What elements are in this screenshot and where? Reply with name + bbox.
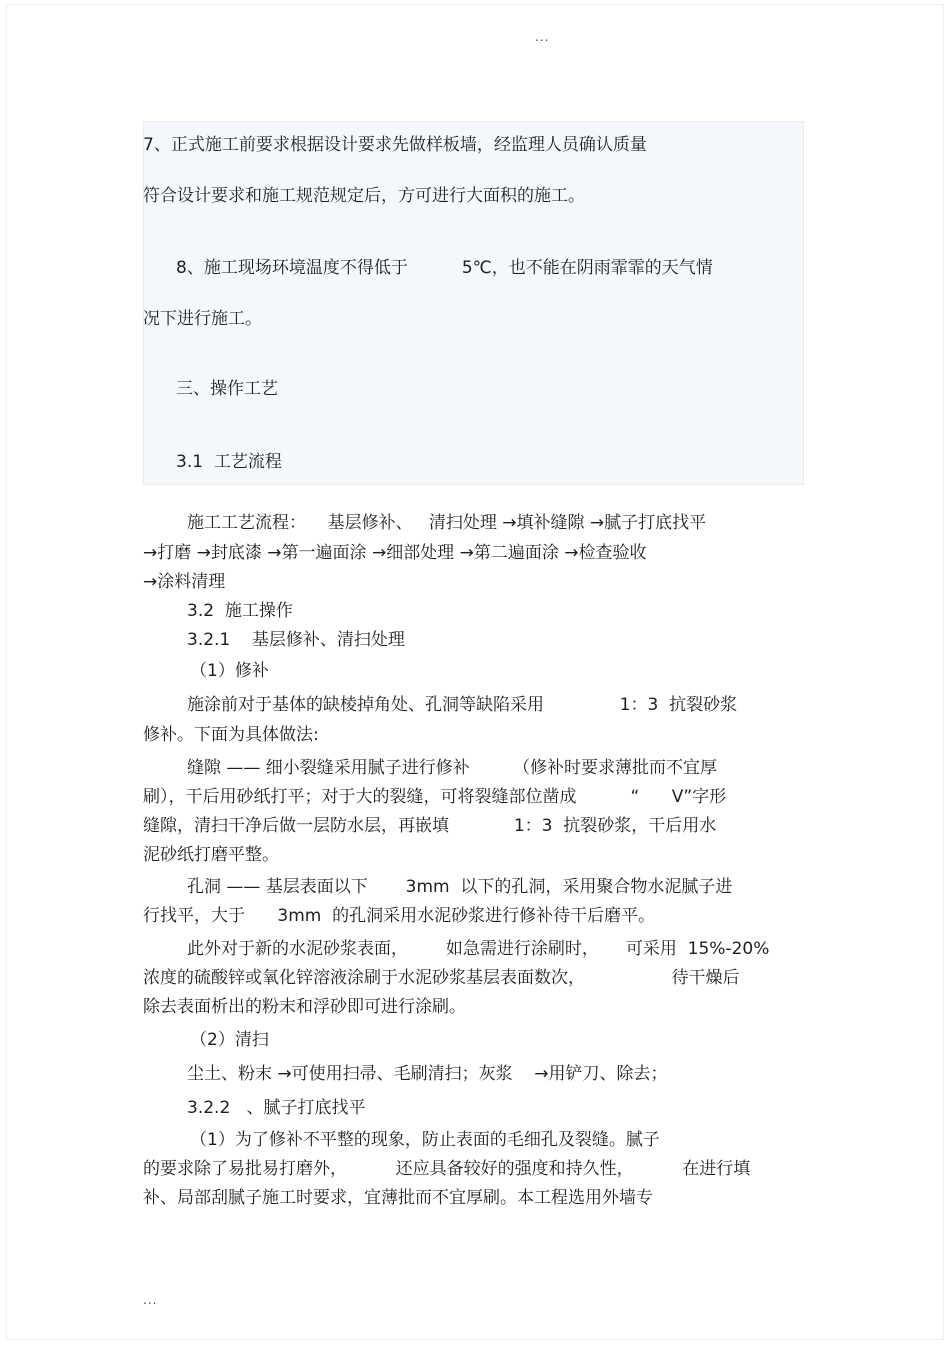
item-heading: （1）修补 — [190, 661, 269, 681]
footer-ellipsis: ... — [143, 1293, 158, 1307]
body-line: （1）为了修补不平整的现象，防止表面的毛细孔及裂缝。腻子 — [190, 1130, 660, 1150]
subsection-heading: 3.2.1 基层修补、清扫处理 — [187, 630, 405, 650]
clause-7-line-2: 符合设计要求和施工规范规定后，方可进行大面积的施工。 — [143, 186, 585, 206]
body-line: 修补。下面为具体做法: — [143, 725, 319, 745]
body-line: 此外对于新的水泥砂浆表面， 如急需进行涂刷时， 可采用 15%-20% — [187, 939, 770, 959]
body-line: 行找平，大于 3mm 的孔洞采用水泥砂浆进行修补待干后磨平。 — [143, 906, 656, 926]
body-line: 施工工艺流程： 基层修补、 清扫处理 →填补缝隙 →腻子打底找平 — [187, 513, 707, 533]
body-line: 缝隙 —— 细小裂缝采用腻子进行修补 （修补时要求薄批而不宜厚 — [187, 758, 718, 778]
body-line: 施涂前对于基体的缺棱掉角处、孔洞等缺陷采用 1：3 抗裂砂浆 — [187, 695, 738, 715]
body-line: 刷），干后用砂纸打平；对于大的裂缝，可将裂缝部位凿成 “ V”字形 — [143, 787, 727, 807]
subsection-heading: 3.2 施工操作 — [187, 601, 293, 621]
body-line: 除去表面析出的粉末和浮砂即可进行涂刷。 — [143, 997, 466, 1017]
clause-8-line-2: 况下进行施工。 — [143, 309, 262, 329]
body-line: →打磨 →封底漆 →第一遍面涂 →细部处理 →第二遍面涂 →检查验收 — [143, 543, 647, 563]
body-line: 尘土、粉末 →可使用扫帚、毛刷清扫；灰浆 →用铲刀、除去； — [187, 1064, 668, 1084]
body-line: 缝隙，清扫干净后做一层防水层，再嵌填 1：3 抗裂砂浆，干后用水 — [143, 816, 717, 836]
section-heading-3: 三、操作工艺 — [176, 379, 278, 399]
body-line: 的要求除了易批易打磨外， 还应具备较好的强度和持久性， 在进行填 — [143, 1159, 751, 1179]
subsection-heading-3-1: 3.1 工艺流程 — [176, 452, 282, 472]
body-line: 浓度的硫酸锌或氧化锌溶液涂刷于水泥砂浆基层表面数次， 待干燥后 — [143, 968, 740, 988]
clause-8-line-1: 8、施工现场环境温度不得低于 5℃，也不能在阴雨霏霏的天气情 — [176, 258, 713, 278]
body-line: 孔洞 —— 基层表面以下 3mm 以下的孔洞，采用聚合物水泥腻子进 — [187, 877, 733, 897]
body-line: 补、局部刮腻子施工时要求，宜薄批而不宜厚刷。本工程选用外墙专 — [143, 1188, 653, 1208]
item-heading: （2）清扫 — [190, 1030, 269, 1050]
body-line: 泥砂纸打磨平整。 — [143, 845, 279, 865]
shaded-text-block — [143, 121, 804, 485]
body-line: →涂料清理 — [143, 572, 226, 592]
header-ellipsis: ... — [535, 30, 550, 44]
subsection-heading: 3.2.2 、腻子打底找平 — [187, 1098, 366, 1118]
clause-7-line-1: 7、正式施工前要求根据设计要求先做样板墙，经监理人员确认质量 — [143, 135, 647, 155]
